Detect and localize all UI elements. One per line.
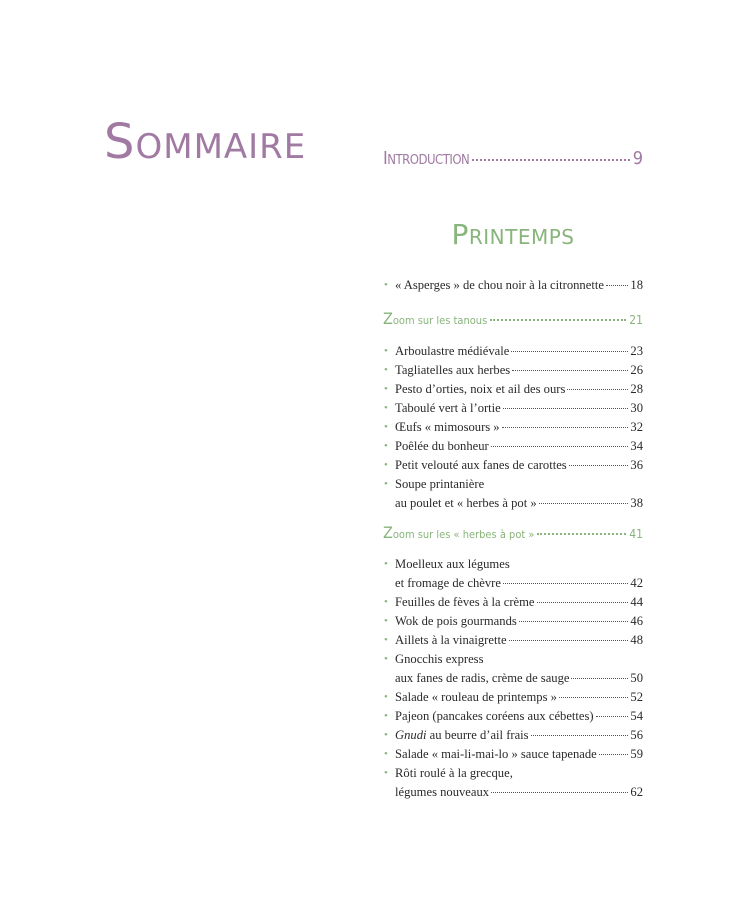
leader-dots <box>567 389 628 390</box>
toc-section-1 <box>383 276 643 295</box>
toc-entry-title: au poulet et « herbes à pot » <box>395 496 537 510</box>
bullet-icon: • <box>384 478 388 490</box>
toc-entry[interactable] <box>383 399 643 418</box>
toc-entry-title: Poêlée du bonheur <box>395 439 489 453</box>
toc-entry-page: 50 <box>630 671 643 685</box>
toc-entry-page: 30 <box>630 401 643 415</box>
toc-entry-page: 44 <box>630 595 643 609</box>
leader-dots <box>537 602 629 603</box>
toc-entry-page: 34 <box>630 439 643 453</box>
toc-entry[interactable] <box>383 612 643 631</box>
toc-entry-title: Feuilles de fèves à la crème <box>395 595 535 609</box>
toc-entry-page: 18 <box>630 278 643 292</box>
toc-entry-title: Pesto d’orties, noix et ail des ours <box>395 382 566 396</box>
toc-entry-page: 32 <box>630 420 643 434</box>
toc-entry[interactable] <box>383 555 643 593</box>
leader-dots <box>539 503 629 504</box>
toc-entry-title: Rôti roulé à la grecque, <box>395 766 513 780</box>
toc-entry[interactable] <box>383 688 643 707</box>
toc-entry-title: Pajeon (pancakes coréens aux cébettes) <box>395 709 594 723</box>
toc-entry[interactable] <box>383 475 643 513</box>
bullet-icon: • <box>384 729 388 741</box>
toc-entry-title: Gnocchis express <box>395 652 484 666</box>
bullet-icon: • <box>384 364 388 376</box>
leader-dots <box>606 285 629 286</box>
bullet-icon: • <box>384 653 388 665</box>
leader-dots <box>596 716 629 717</box>
toc-entry[interactable] <box>383 380 643 399</box>
toc-entry-title: « Asperges » de chou noir à la citronnette <box>395 278 604 292</box>
bullet-icon: • <box>384 596 388 608</box>
toc-entry-page: 54 <box>630 709 643 723</box>
toc-section-2 <box>383 342 643 513</box>
leader-dots <box>503 583 628 584</box>
zoom-initial: Z <box>383 523 393 542</box>
toc-entry[interactable] <box>383 726 643 745</box>
toc-entry[interactable] <box>383 650 643 688</box>
toc-entry-page: 52 <box>630 690 643 704</box>
leader-dots <box>599 754 629 755</box>
bullet-icon: • <box>384 421 388 433</box>
page-title: Sommaire <box>104 114 307 170</box>
season-heading: Printemps <box>451 218 575 251</box>
toc-zoom-tanous[interactable] <box>383 309 643 328</box>
leader-dots <box>569 465 629 466</box>
toc-zoom-herbes-a-pot[interactable] <box>383 523 643 542</box>
zoom-page: 21 <box>629 313 643 327</box>
leader-dots <box>512 370 628 371</box>
toc-entry-page: 48 <box>630 633 643 647</box>
toc-entry-title: Taboulé vert à l’ortie <box>395 401 501 415</box>
leader-dots <box>491 446 629 447</box>
toc-entry[interactable] <box>383 593 643 612</box>
bullet-icon: • <box>384 748 388 760</box>
toc-entry-title: aux fanes de radis, crème de sauge <box>395 671 570 685</box>
bullet-icon: • <box>384 383 388 395</box>
toc-entry-title: Salade « mai-li-mai-lo » sauce tapenade <box>395 747 597 761</box>
toc-entry-title: et fromage de chèvre <box>395 576 501 590</box>
toc-entry-page: 23 <box>630 344 643 358</box>
toc-entry[interactable] <box>383 342 643 361</box>
toc-entry-page: 59 <box>630 747 643 761</box>
bullet-icon: • <box>384 615 388 627</box>
bullet-icon: • <box>384 710 388 722</box>
leader-dots <box>509 640 629 641</box>
toc-entry-page: 46 <box>630 614 643 628</box>
toc-entry[interactable] <box>383 631 643 650</box>
toc-entry-page: 42 <box>630 576 643 590</box>
zoom-page: 41 <box>629 527 643 541</box>
toc-entry-page: 62 <box>630 785 643 799</box>
bullet-icon: • <box>384 279 388 291</box>
leader-dots <box>502 427 629 428</box>
toc-entry[interactable] <box>383 764 643 802</box>
zoom-label: oom sur les tanous <box>392 314 488 327</box>
zoom-initial: Z <box>383 309 393 328</box>
toc-entry-page: 26 <box>630 363 643 377</box>
toc-entry-title: Salade « rouleau de printemps » <box>395 690 557 704</box>
bullet-icon: • <box>384 345 388 357</box>
bullet-icon: • <box>384 767 388 779</box>
introduction-page: 9 <box>632 148 643 169</box>
leader-dots <box>537 533 626 535</box>
toc-entry-title: Tagliatelles aux herbes <box>395 363 511 377</box>
bullet-icon: • <box>384 440 388 452</box>
toc-entry[interactable] <box>383 276 643 295</box>
toc-entry-page: 38 <box>630 496 643 510</box>
toc-entry-title: Arboulastre médiévale <box>395 344 510 358</box>
toc-entry-page: 36 <box>630 458 643 472</box>
toc-entry-title: Gnudi au beurre d’ail frais <box>395 728 529 742</box>
toc-entry-title: Œufs « mimosours » <box>395 420 500 434</box>
toc-entry-page: 28 <box>630 382 643 396</box>
leader-dots <box>531 735 629 736</box>
toc-entry[interactable] <box>383 456 643 475</box>
bullet-icon: • <box>384 558 388 570</box>
bullet-icon: • <box>384 634 388 646</box>
leader-dots <box>491 792 628 793</box>
leader-dots <box>503 408 629 409</box>
leader-dots <box>511 351 628 352</box>
toc-entry-title: Soupe printanière <box>395 477 485 491</box>
toc-entry-title: légumes nouveaux <box>395 785 490 799</box>
toc-entry-title: Petit velouté aux fanes de carottes <box>395 458 567 472</box>
toc-entry-page: 56 <box>630 728 643 742</box>
bullet-icon: • <box>384 459 388 471</box>
toc-entry-title: Moelleux aux légumes <box>395 557 510 571</box>
leader-dots <box>559 697 628 698</box>
bullet-icon: • <box>384 691 388 703</box>
leader-dots <box>571 678 628 679</box>
introduction-label: Introduction <box>383 148 470 169</box>
toc-entry[interactable] <box>383 745 643 764</box>
toc-entry-title: Wok de pois gourmands <box>395 614 517 628</box>
leader-dots <box>519 621 629 622</box>
toc-entry[interactable] <box>383 361 643 380</box>
toc-entry-title: Aillets à la vinaigrette <box>395 633 507 647</box>
toc-entry[interactable] <box>383 707 643 726</box>
leader-dots <box>490 319 626 321</box>
zoom-label: oom sur les « herbes à pot » <box>392 528 535 541</box>
leader-dots <box>472 159 629 161</box>
bullet-icon: • <box>384 402 388 414</box>
toc-section-3 <box>383 555 643 802</box>
toc-entry[interactable] <box>383 418 643 437</box>
toc-introduction[interactable] <box>383 148 643 169</box>
toc-entry[interactable] <box>383 437 643 456</box>
